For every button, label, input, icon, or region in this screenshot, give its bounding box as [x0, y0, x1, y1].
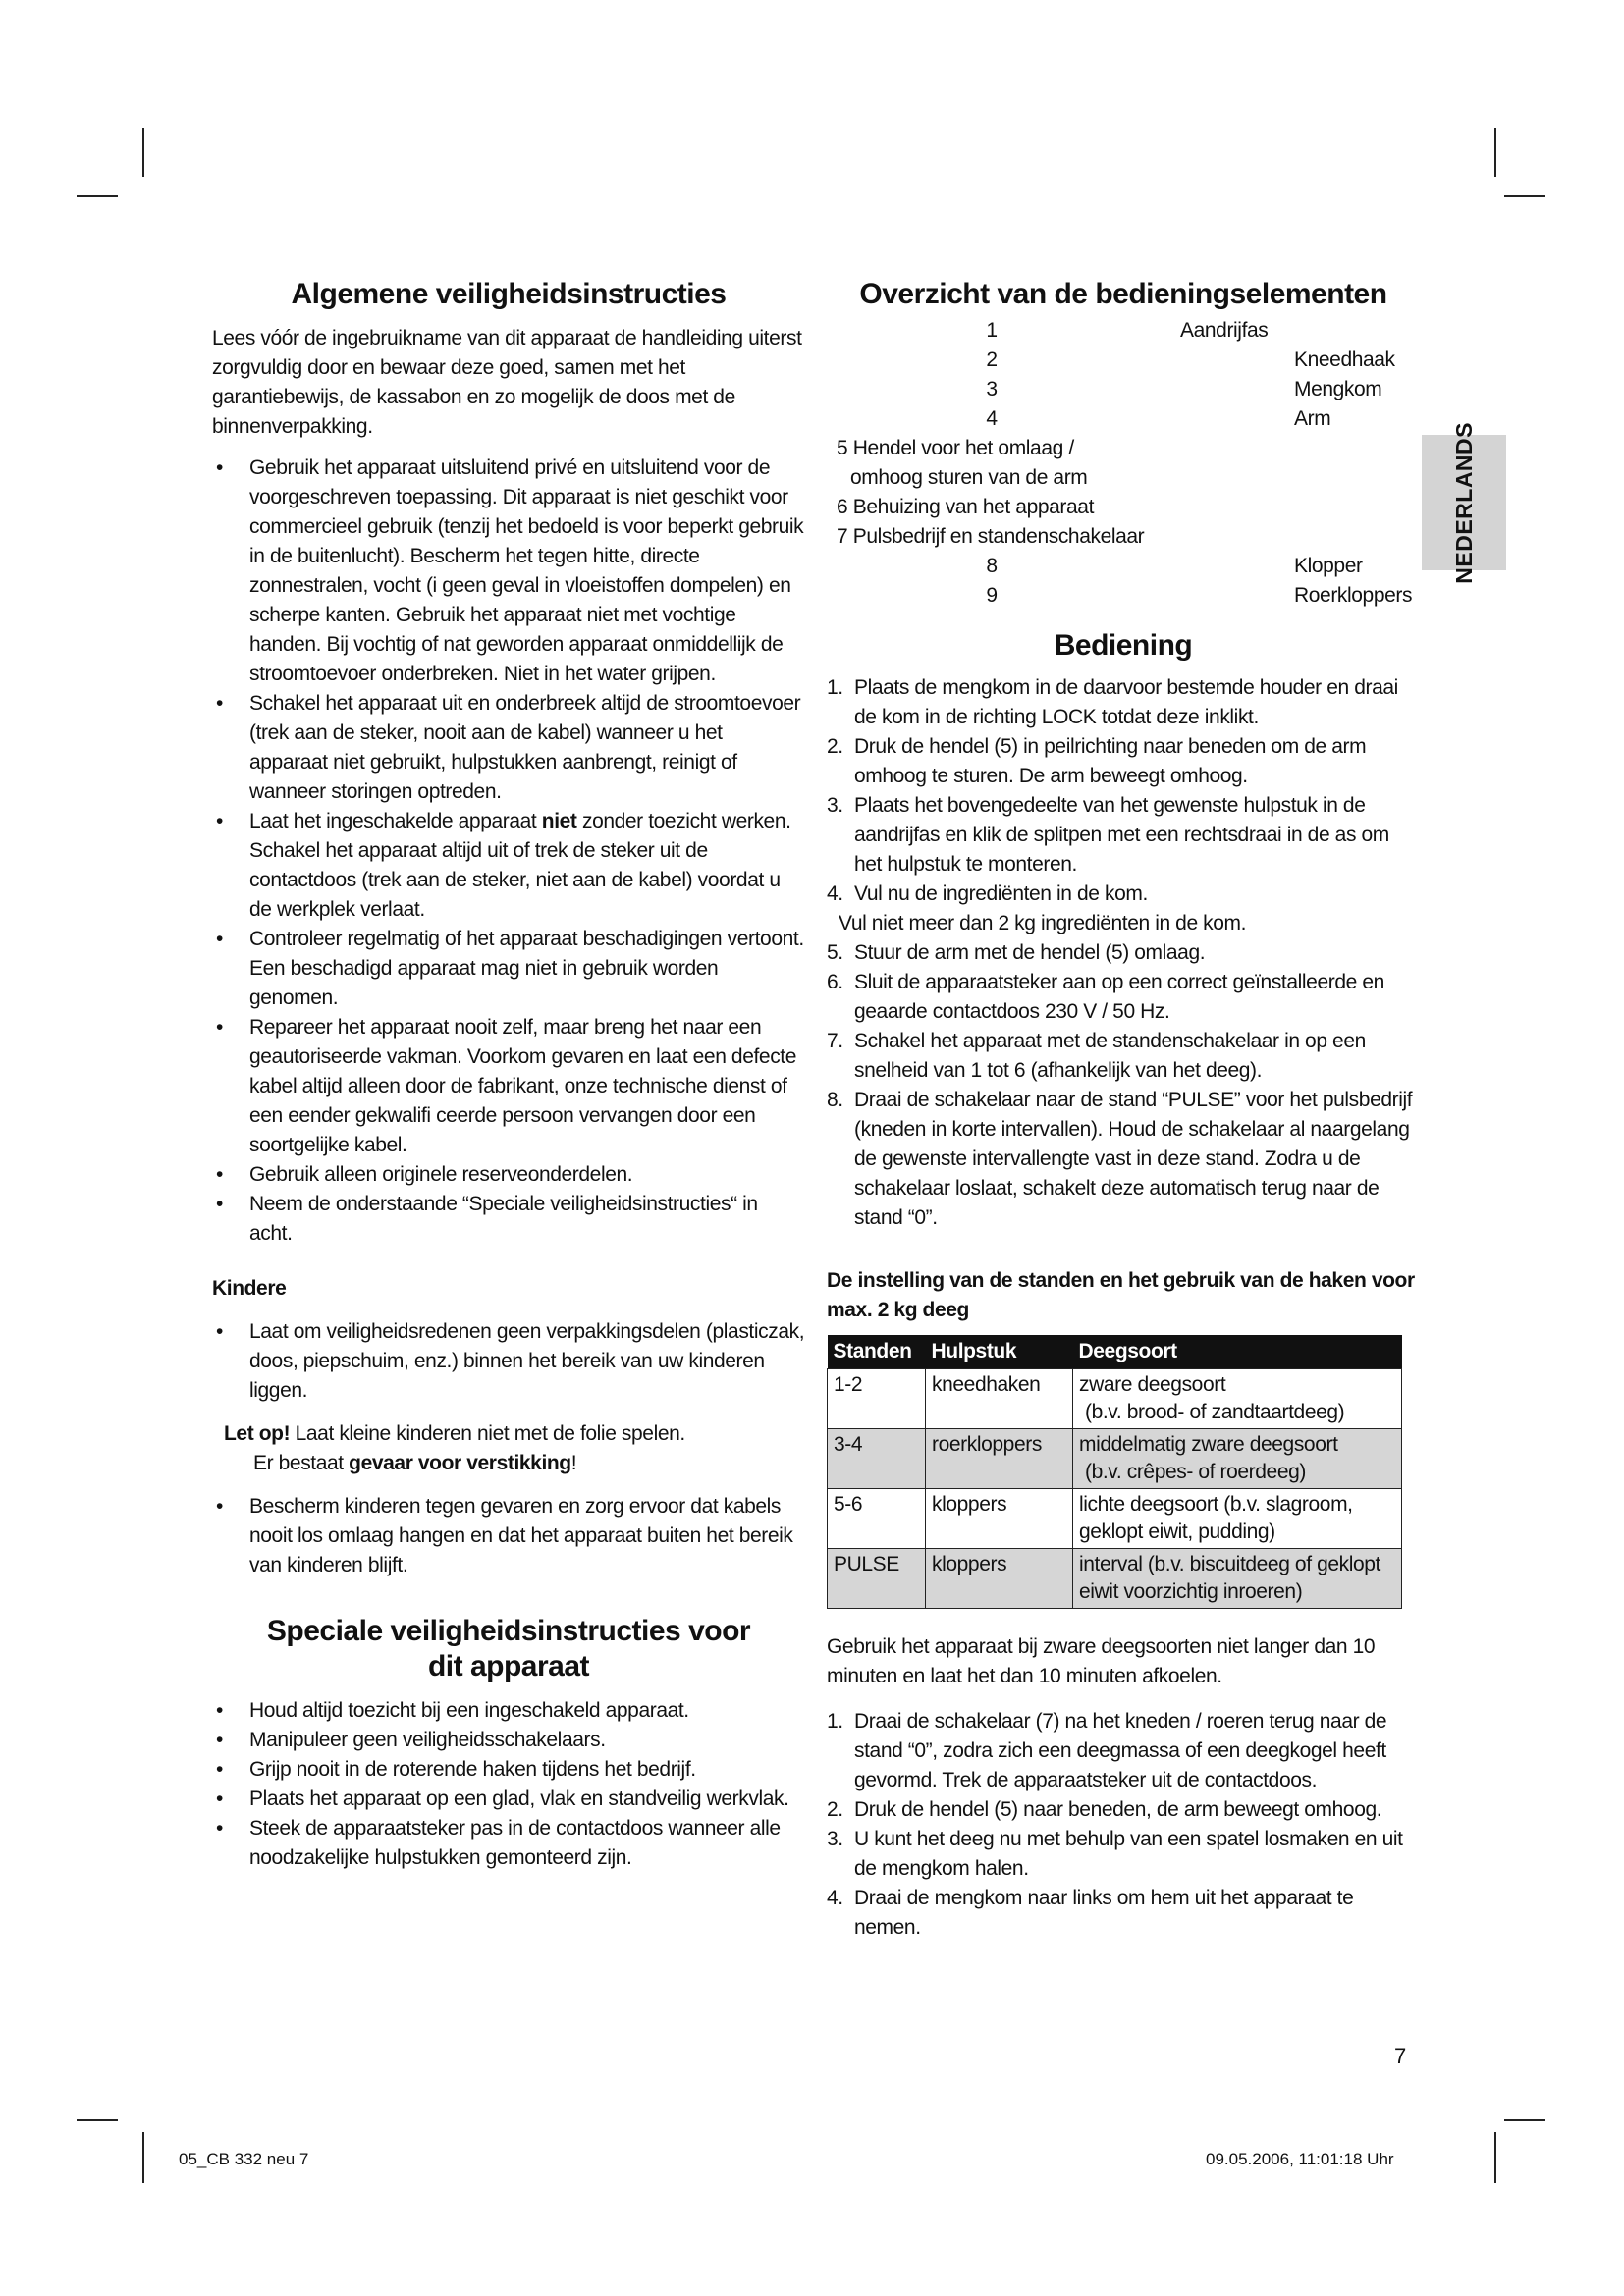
- list-item: 8 Klopper: [986, 555, 1363, 577]
- table-row: PULSE kloppers interval (b.v. biscuitdeeg of geklopt eiwit voorzichtig inroeren): [828, 1549, 1402, 1609]
- crop-mark: [1494, 2132, 1496, 2183]
- list-item: 4. Vul nu de ingrediënten in de kom.: [827, 882, 1148, 905]
- general-safety-title: Algemene veiligheidsinstructies: [291, 278, 727, 310]
- list-item: 4. Draai de mengkom naar links om hem uit het apparaat te nemen.: [827, 1887, 1354, 1939]
- page-number: 7: [1394, 2044, 1407, 2068]
- special-safety-title: Speciale veiligheidsinstructies voor dit apparaat: [266, 1615, 751, 1682]
- list-item: 6. Sluit de apparaatsteker aan op een correct geïnstalleerde en geaarde contactdoos 230 V / 50 Hz.: [827, 971, 1384, 1023]
- list-item: 7 Pulsbedrijf en standenschakelaar: [837, 525, 1145, 548]
- children-list: [212, 1317, 805, 1406]
- usage-note: Gebruik het apparaat bij zware deegsoorten niet langer dan 10 minuten en laat het dan 10 minuten afkoelen.: [827, 1635, 1376, 1687]
- crop-mark: [77, 2119, 118, 2121]
- list-item: 5. Stuur de arm met de hendel (5) omlaag.: [827, 941, 1206, 964]
- list-item: • Grijp nooit in de roterende haken tijdens het bedrijf.: [216, 1758, 696, 1781]
- list-item: • Laat om veiligheidsredenen geen verpakkingsdelen (plasticzak, doos, piepschuim, enz.) binnen het bereik van uw kinderen liggen.: [216, 1320, 805, 1402]
- list-item: • Plaats het apparaat op een glad, vlak en standveilig werkvlak.: [216, 1788, 789, 1810]
- list-item: • Neem de onderstaande “Speciale veiligheidsinstructies“ in acht.: [216, 1193, 758, 1245]
- list-item: 4 Arm: [986, 407, 1331, 430]
- special-list: [212, 1696, 805, 1873]
- operation-title: Bediening: [1054, 629, 1193, 662]
- list-item: 6 Behuizing van het apparaat: [837, 496, 1095, 518]
- list-item: 7. Schakel het apparaat met de standenschakelaar in op een snelheid van 1 tot 6 (afhankelijk van het deeg).: [827, 1030, 1366, 1082]
- crop-mark: [142, 2132, 144, 2183]
- list-item: omhoog sturen van de arm: [850, 466, 1088, 489]
- children-heading: Kindere: [212, 1277, 287, 1300]
- list-item: 8. Draai de schakelaar naar de stand “PULSE” voor het pulsbedrijf (kneden in korte intervallen). Houd de schakelaar al naargelang de gewenste intervallengte vast in deze stand. Zodra u de schakelaar loslaat, schakelt deze automatisch terug naar de stand “0”.: [827, 1089, 1413, 1229]
- list-item: 9 Roerkloppers: [986, 584, 1413, 607]
- children-list-2: [212, 1492, 805, 1580]
- column-header: Standen: [828, 1335, 926, 1369]
- list-item: 3. U kunt het deeg nu met behulp van een spatel losmaken en uit de mengkom halen.: [827, 1828, 1403, 1880]
- table-header-row: [828, 1335, 1402, 1369]
- intro-paragraph: Lees vóór de ingebruikname van dit apparaat de handleiding uiterst zorgvuldig door en bewaar deze goed, samen met het garantiebewijs, de kassabon en zo mogelijk de doos met de binnenverpakking.: [212, 327, 802, 438]
- final-steps: [827, 1707, 1420, 1943]
- list-item: 1. Plaats de mengkom in de daarvoor bestemde houder en draai de kom in de richting LOCK totdat deze inklikt.: [827, 676, 1398, 728]
- table-row: 1-2 kneedhaken zware deegsoort (b.v. brood- of zandtaartdeeg): [828, 1369, 1402, 1429]
- speed-table: [827, 1335, 1402, 1609]
- left-column: [212, 277, 805, 1873]
- list-item: • Repareer het apparaat nooit zelf, maar breng het naar een geautoriseerde vakman. Voorkom gevaren en laat een defecte kabel altijd alleen door de fabrikant, onze technische dienst of een eender gekwalifi ceerde persoon vervangen door een soortgelijke kabel.: [216, 1016, 797, 1156]
- list-item: 2. Druk de hendel (5) naar beneden, de arm beweegt omhoog.: [827, 1798, 1382, 1821]
- column-header: Hulpstuk: [926, 1335, 1073, 1369]
- list-item: • Controleer regelmatig of het apparaat beschadigingen vertoont. Een beschadigd apparaat mag niet in gebruik worden genomen.: [216, 928, 804, 1009]
- list-item: • Schakel het apparaat uit en onderbreek altijd de stroomtoevoer (trek aan de steker, nooit aan de kabel) wanneer u het apparaat niet gebruikt, hulpstukken aanbrengt, reinigt of wanneer storingen optreden.: [216, 692, 801, 803]
- operation-steps: [827, 673, 1420, 909]
- safety-list: [212, 454, 805, 1249]
- list-item: 2 Kneedhaak: [986, 348, 1395, 371]
- table-heading: De instelling van de standen en het gebruik van de haken voor max. 2 kg deeg: [827, 1269, 1415, 1321]
- right-column: [827, 277, 1420, 1943]
- list-item: 3. Plaats het bovengedeelte van het gewenste hulpstuk in de aandrijfas en klik de splitpen met een rechtsdraai in de as om het hulpstuk te monteren.: [827, 794, 1389, 876]
- list-item: • Gebruik alleen originele reserveonderdelen.: [216, 1163, 633, 1186]
- list-item: • Steek de apparaatsteker pas in de contactdoos wanneer alle noodzakelijke hulpstukken gemonteerd zijn.: [216, 1817, 781, 1869]
- table-row: 5-6 kloppers lichte deegsoort (b.v. slagroom, geklopt eiwit, pudding): [828, 1489, 1402, 1549]
- crop-mark: [142, 128, 144, 177]
- parts-overview: [827, 316, 1420, 611]
- column-header: Deegsoort: [1073, 1335, 1402, 1369]
- language-tab: [1422, 421, 1506, 584]
- list-item: • Manipuleer geen veiligheidsschakelaars.: [216, 1729, 606, 1751]
- list-item: 5 Hendel voor het omlaag /: [837, 437, 1074, 459]
- table-row: 3-4 roerkloppers middelmatig zware deegsoort (b.v. crêpes- of roerdeeg): [828, 1429, 1402, 1489]
- operation-steps-2: [827, 938, 1420, 1233]
- footer-file-label: 05_CB 332 neu 7: [179, 2150, 309, 2168]
- crop-mark: [77, 195, 118, 197]
- footer-timestamp: 09.05.2006, 11:01:18 Uhr: [1206, 2150, 1394, 2168]
- list-item: • Bescherm kinderen tegen gevaren en zorg ervoor dat kabels nooit los omlaag hangen en dat het apparaat buiten het bereik van kinderen blijft.: [216, 1495, 793, 1576]
- list-item: 1. Draai de schakelaar (7) na het kneden / roeren terug naar de stand “0”, zodra zich een deegmassa of een deegkogel heeft gevormd. Trek de apparaatsteker uit de contactdoos.: [827, 1710, 1387, 1791]
- overview-title: Overzicht van de bedieningselementen: [859, 278, 1387, 310]
- list-item: • Laat het ingeschakelde apparaat niet zonder toezicht werken. Schakel het apparaat altijd uit of trek de steker uit de contactdoos (trek aan de steker, niet aan de kabel) voordat u de werkplek verlaat.: [216, 810, 791, 921]
- list-item: 3 Mengkom: [986, 378, 1382, 400]
- list-item: 1 Aandrijfas: [986, 319, 1269, 342]
- ingredient-note: Vul niet meer dan 2 kg ingrediënten in de kom.: [839, 912, 1247, 934]
- crop-mark: [1504, 2119, 1545, 2121]
- list-item: • Houd altijd toezicht bij een ingeschakeld apparaat.: [216, 1699, 689, 1722]
- crop-mark: [1504, 195, 1545, 197]
- list-item: 2. Druk de hendel (5) in peilrichting naar beneden om de arm omhoog te sturen. De arm beweegt omhoog.: [827, 735, 1367, 787]
- crop-mark: [1494, 128, 1496, 177]
- warning-note: Let op! Laat kleine kinderen niet met de folie spelen. Er bestaat gevaar voor verstikking!: [224, 1422, 685, 1474]
- list-item: • Gebruik het apparaat uitsluitend privé en uitsluitend voor de voorgeschreven toepassing. Dit apparaat is niet geschikt voor commercieel gebruik (tenzij het bedoeld is voor beperkt gebruik in de buitenlucht). Bescherm het tegen hitte, directe zonnestralen, vocht (i geen geval in vloeistoffen dompelen) en scherpe kanten. Gebruik het apparaat niet met vochtige handen. Bij vochtig of nat geworden apparaat onmiddellijk de stroomtoevoer onderbreken. Niet in het water grijpen.: [216, 456, 804, 685]
- language-tab-label: NEDERLANDS: [1450, 421, 1477, 584]
